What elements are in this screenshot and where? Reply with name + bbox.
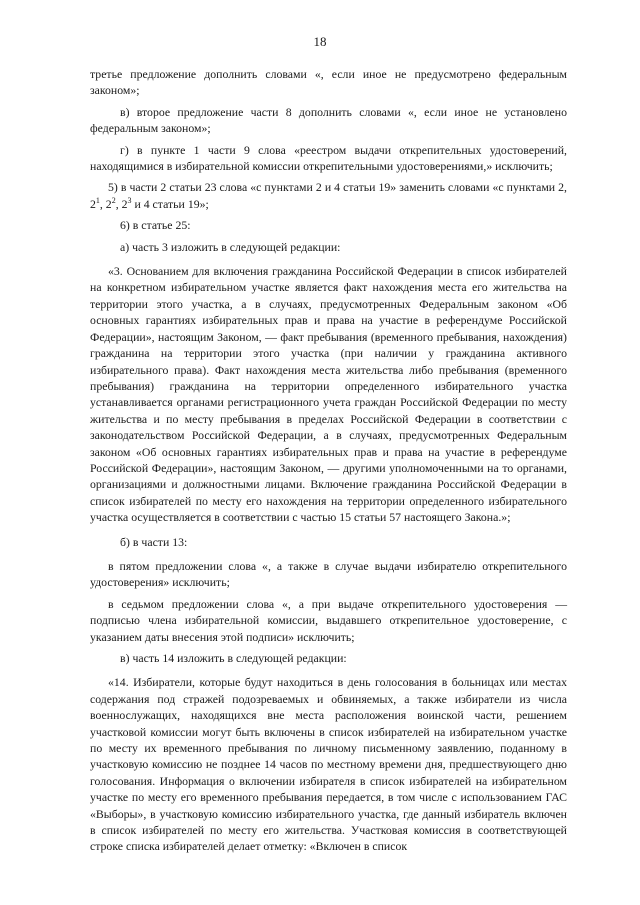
paragraph: «14. Избиратели, которые будут находиться в день голосования в больницах или местах содержания под стражей подозреваемых и обвиняемых, а также избиратели из числа военнослужащих, находящихся вне места расположения воинской части, решением участковой комиссии могут быть включены в список избирателей на избирательном участке по месту их временного пребывания по личному письменному заявлению, поданному в участковую комиссию не позднее 14 часов по местному времени дня, предшествующего дню голосования. Информация о включении избирателя в список избирателей на избирательном участке по месту его временного пребывания передается, в том числе с использованием ГАС «Выборы», в участковую комиссию избирательного участка, где данный избиратель включен в список избирателей по месту его жительства. Участковая комиссия в соответствующей строке списка избирателей делает отметку: «Включен в список	[90, 675, 567, 854]
paragraph: в пятом предложении слова «, а также в случае выдачи избирателю открепительного удостоверения» исключить;	[90, 558, 567, 590]
paragraph: г) в пункте 1 части 9 слова «реестром выдачи открепительных удостоверений, находящимися в избирательной комиссии открепительными удостоверениями,» исключить;	[90, 142, 567, 174]
paragraph	[90, 179, 567, 212]
text-run: , 2	[115, 196, 128, 211]
paragraph: в) часть 14 изложить в следующей редакции:	[120, 651, 347, 665]
text-run: , 2	[99, 196, 112, 211]
text-run: 5) в части 2 статьи 23 слова «с пунктами 2 и 4 статьи 19» заменить словами «с пунктами 2, 2	[90, 180, 567, 211]
paragraph: «3. Основанием для включения гражданина Российской Федерации в список избирателей на конкретном избирательном участке является факт нахождения места его жительства на территории этого участка, а в случаях, предусмотренных Федеральным законом «Об основных гарантиях избирательных прав и права на участие в референдуме Российской Федерации», настоящим Законом, — факт пребывания (временного пребывания, нахождения) гражданина на территории этого участка (при наличии у гражданина активного избирательного права). Факт нахождения места жительства либо пребывания (временного пребывания) гражданина на территории определенного избирательного участка устанавливается органами регистрационного учета граждан Российской Федерации по месту жительства и по месту пребывания в пределах Российской Федерации в соответствии с законодательством Российской Федерации, а в случаях, предусмотренных Федеральным законом «Об основных гарантиях избирательных прав и права на участие в референдуме Российской Федерации», настоящим Законом, — другими уполномоченными на то органами, организациями и должностными лицами. Включение гражданина Российской Федерации в список избирателей по месту его нахождения на территории определенного избирательного участка осуществляется в соответствии с частью 15 статьи 57 настоящего Закона.»;	[90, 264, 567, 525]
superscript: 2	[111, 195, 116, 205]
document-body	[90, 66, 567, 855]
paragraph: в седьмом предложении слова «, а при выдаче открепительного удостоверения — подписью члена избирательной комиссии, выдавшего открепительное удостоверение, с указанием даты внесения этой подписи» исключить;	[90, 596, 567, 644]
text-run: и 4 статьи 19»;	[131, 196, 209, 211]
paragraph: б) в части 13:	[120, 534, 188, 549]
paragraph: 6) в статье 25:	[120, 218, 191, 233]
paragraph: в) второе предложение части 8 дополнить словами «, если иное не установлено федеральным законом»;	[90, 104, 567, 136]
page-number: 18	[313, 34, 327, 49]
superscript: 1	[95, 195, 100, 205]
paragraph: третье предложение дополнить словами «, если иное не предусмотрено федеральным законом»;	[90, 67, 567, 98]
superscript: 3	[127, 195, 132, 205]
paragraph: а) часть 3 изложить в следующей редакции:	[120, 239, 341, 254]
